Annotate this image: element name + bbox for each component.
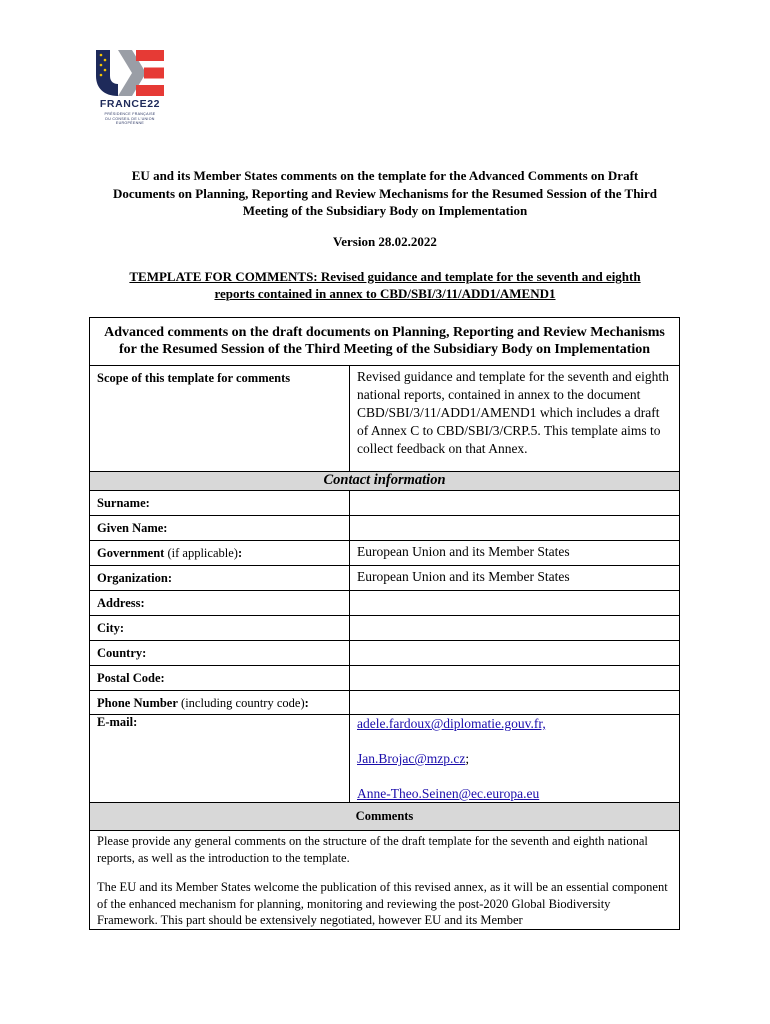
country-field[interactable] (350, 641, 679, 665)
presidency-emblem-icon (92, 48, 168, 98)
section-title (90, 318, 679, 365)
government-label-colon: : (237, 546, 243, 560)
email-row (90, 715, 679, 803)
email-label: E-mail: (90, 715, 350, 802)
template-title-line: TEMPLATE FOR COMMENTS: Revised guidance and template for the seventh and eighth (129, 269, 641, 284)
country-row (90, 641, 679, 666)
phone-label-text: Phone Number (97, 696, 178, 710)
comments-body (90, 831, 679, 929)
phone-label-colon: : (304, 696, 309, 710)
document-title-line: EU and its Member States comments on the template for the Advanced Comments on Draft (131, 168, 639, 183)
section-title-line: Advanced comments on the draft documents on Planning, Reporting and Review Mechanisms (104, 325, 665, 340)
city-field[interactable] (350, 616, 679, 640)
surname-row (90, 491, 679, 516)
surname-label: Surname: (90, 491, 350, 515)
email-list (350, 715, 679, 802)
template-title-line: reports contained in annex to CBD/SBI/3/11/ADD1/AMEND1 (214, 286, 556, 301)
government-label-note: (if applicable) (164, 546, 238, 560)
comments-text[interactable]: The EU and its Member States welcome the publication of this revised annex, as it will be an essential component of the enhanced mechanism for planning, monitoring and reviewing the post-2020 Global Biodiversity Framework. This part should be extensively negotiated, however EU and its Member (97, 880, 668, 927)
address-field[interactable] (350, 591, 679, 615)
email-link[interactable]: Jan.Brojac@mzp.cz (357, 751, 466, 766)
france22-logo (92, 48, 172, 132)
comments-heading: Comments (355, 809, 414, 823)
logo-name: FRANCE22 (99, 98, 161, 110)
email-entry (357, 715, 673, 733)
country-label: Country: (90, 641, 350, 665)
address-label: Address: (90, 591, 350, 615)
given-name-field[interactable] (350, 516, 679, 540)
logo-subtitle-line: EUROPÉENNE (115, 121, 145, 126)
logo-subtitle-line: PRÉSIDENCE FRANÇAISE (104, 112, 156, 116)
government-label (90, 541, 350, 565)
document-title-line: Documents on Planning, Reporting and Review Mechanisms for the Resumed Session of the Third (112, 185, 658, 201)
comments-row (90, 831, 679, 929)
phone-label-note: (including country code) (177, 696, 305, 710)
document-title (88, 167, 682, 220)
phone-row (90, 691, 679, 715)
contact-heading: Contact information (323, 472, 446, 488)
email-separator: ; (465, 751, 470, 766)
phone-field[interactable] (350, 691, 679, 714)
section-title-row (90, 318, 679, 366)
government-field[interactable]: European Union and its Member States (357, 544, 570, 559)
scope-value: Revised guidance and template for the seventh and eighth national reports, contained in annex to the document CBD/SBI/3/11/ADD1/AMEND1 which includes a draft of Annex C to CBD/SBI/3/CRP.5. This template aims to collect feedback on that Annex. (357, 369, 669, 456)
city-label: City: (90, 616, 350, 640)
comments-heading-row (90, 803, 679, 831)
city-row (90, 616, 679, 641)
contact-heading-row (90, 472, 679, 491)
postal-code-row (90, 666, 679, 691)
document-title-line: Meeting of the Subsidiary Body on Implementation (242, 203, 528, 218)
section-title-line: for the Resumed Session of the Third Meeting of the Subsidiary Body on Implementation (118, 342, 651, 357)
postal-code-label: Postal Code: (90, 666, 350, 690)
email-entry (357, 750, 673, 768)
logo-subtitle-line: DU CONSEIL DE L'UNION (105, 116, 155, 121)
given-name-row (90, 516, 679, 541)
government-label-text: Government (97, 546, 165, 560)
given-name-label: Given Name: (90, 516, 350, 540)
scope-row (90, 366, 679, 472)
organization-field[interactable]: European Union and its Member States (357, 569, 570, 584)
email-link[interactable]: adele.fardoux@diplomatie.gouv.fr, (357, 716, 546, 731)
comments-form-table (89, 317, 680, 930)
logo-subtitle (96, 112, 164, 126)
organization-label: Organization: (90, 566, 350, 590)
email-entry (357, 785, 673, 803)
phone-label (90, 691, 350, 714)
address-row (90, 591, 679, 616)
postal-code-field[interactable] (350, 666, 679, 690)
organization-row (90, 566, 679, 591)
email-link[interactable]: Anne-Theo.Seinen@ec.europa.eu (357, 786, 540, 801)
scope-label: Scope of this template for comments (90, 366, 350, 471)
government-row (90, 541, 679, 566)
surname-field[interactable] (350, 491, 679, 515)
version-label: Version 28.02.2022 (333, 234, 437, 249)
template-title (88, 268, 682, 302)
comments-prompt: Please provide any general comments on the structure of the draft template for the seventh and eighth national reports, as well as the introduction to the template. (97, 834, 648, 865)
